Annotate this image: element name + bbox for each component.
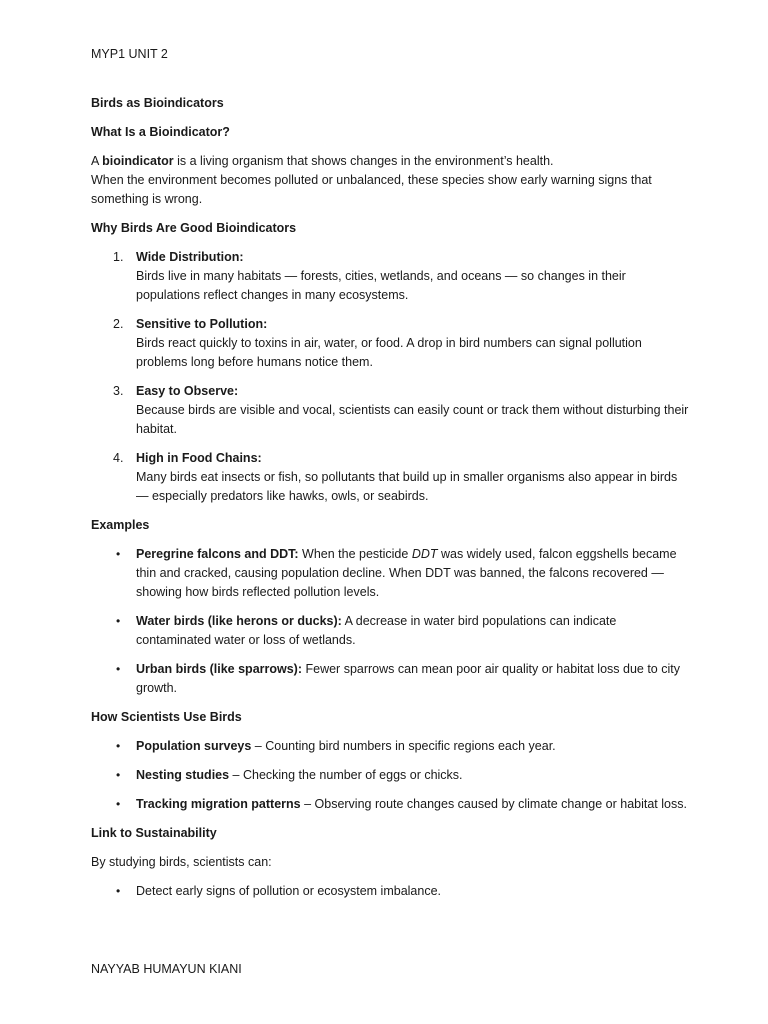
- reason-item: [91, 382, 691, 439]
- page-header: MYP1 UNIT 2: [91, 47, 168, 61]
- sustainability-item: [91, 882, 691, 901]
- example-item: [91, 545, 691, 602]
- heading-how-scientists: How Scientists Use Birds: [91, 710, 242, 724]
- sustainability-list: [91, 882, 691, 901]
- intro-rest: is a living organism that shows changes in the environment’s health.: [173, 154, 554, 168]
- bullet-icon: •: [116, 797, 121, 811]
- bullet-icon: •: [116, 768, 121, 782]
- reason-text: Birds live in many habitats — forests, cities, wetlands, and oceans — so changes in their populations reflect changes in many ecosystems.: [136, 269, 626, 302]
- heading-sustainability: Link to Sustainability: [91, 826, 217, 840]
- example-text: was widely used, falcon eggshells became thin and cracked, causing population decline. When DDT was banned, the falcons recovered — showing how birds reflected pollution levels.: [136, 547, 677, 599]
- example-item: [91, 612, 691, 650]
- reason-item: [91, 248, 691, 305]
- bullet-icon: •: [116, 614, 121, 628]
- document-body: [91, 94, 691, 901]
- method-title: Population surveys: [136, 739, 252, 753]
- reason-number: 4.: [113, 451, 124, 465]
- reason-number: 3.: [113, 384, 124, 398]
- reason-number: 1.: [113, 250, 124, 264]
- reason-title: Wide Distribution:: [136, 250, 244, 264]
- reason-item: [91, 449, 691, 506]
- bullet-icon: •: [116, 884, 121, 898]
- heading-examples: Examples: [91, 518, 150, 532]
- page-footer: NAYYAB HUMAYUN KIANI: [91, 962, 242, 976]
- example-title: Urban birds (like sparrows):: [136, 662, 303, 676]
- methods-list: [91, 737, 691, 814]
- example-item: [91, 660, 691, 698]
- intro-paragraph: [91, 152, 691, 209]
- method-text: – Checking the number of eggs or chicks.: [229, 768, 463, 782]
- bullet-icon: •: [116, 662, 121, 676]
- example-text: Fewer sparrows can mean poor air quality or habitat loss due to city growth.: [136, 662, 680, 695]
- heading-what-is: What Is a Bioindicator?: [91, 125, 230, 139]
- reason-title: High in Food Chains:: [136, 451, 262, 465]
- intro-term: bioindicator: [102, 154, 174, 168]
- reason-text: Birds react quickly to toxins in air, water, or food. A drop in bird numbers can signal pollution problems long before humans notice them.: [136, 336, 642, 369]
- method-item: [91, 737, 691, 756]
- examples-list: [91, 545, 691, 698]
- method-text: – Counting bird numbers in specific regions each year.: [251, 739, 556, 753]
- example-pre: When the pesticide: [298, 547, 412, 561]
- method-title: Nesting studies: [136, 768, 230, 782]
- example-title: Water birds (like herons or ducks):: [136, 614, 342, 628]
- sustainability-intro: By studying birds, scientists can:: [91, 855, 272, 869]
- reason-item: [91, 315, 691, 372]
- document-title: Birds as Bioindicators: [91, 96, 224, 110]
- heading-why-birds: Why Birds Are Good Bioindicators: [91, 221, 297, 235]
- intro-prefix: A: [91, 154, 103, 168]
- reason-title: Sensitive to Pollution:: [136, 317, 268, 331]
- example-italic: DDT: [411, 547, 438, 561]
- reason-text: Many birds eat insects or fish, so pollutants that build up in smaller organisms also appear in birds — especially predators like hawks, owls, or seabirds.: [136, 470, 678, 503]
- example-text: A decrease in water bird populations can indicate contaminated water or loss of wetlands.: [136, 614, 617, 647]
- method-item: [91, 795, 691, 814]
- bullet-icon: •: [116, 739, 121, 753]
- method-item: [91, 766, 691, 785]
- reason-title: Easy to Observe:: [136, 384, 239, 398]
- sustainability-text: Detect early signs of pollution or ecosystem imbalance.: [136, 884, 442, 898]
- bullet-icon: •: [116, 547, 121, 561]
- method-title: Tracking migration patterns: [136, 797, 301, 811]
- method-text: – Observing route changes caused by climate change or habitat loss.: [300, 797, 687, 811]
- reason-number: 2.: [113, 317, 124, 331]
- example-title: Peregrine falcons and DDT:: [136, 547, 299, 561]
- reasons-list: [91, 248, 691, 506]
- reason-text: Because birds are visible and vocal, scientists can easily count or track them without disturbing their habitat.: [136, 403, 689, 436]
- intro-line2: When the environment becomes polluted or unbalanced, these species show early warning signs that something is wrong.: [91, 173, 652, 206]
